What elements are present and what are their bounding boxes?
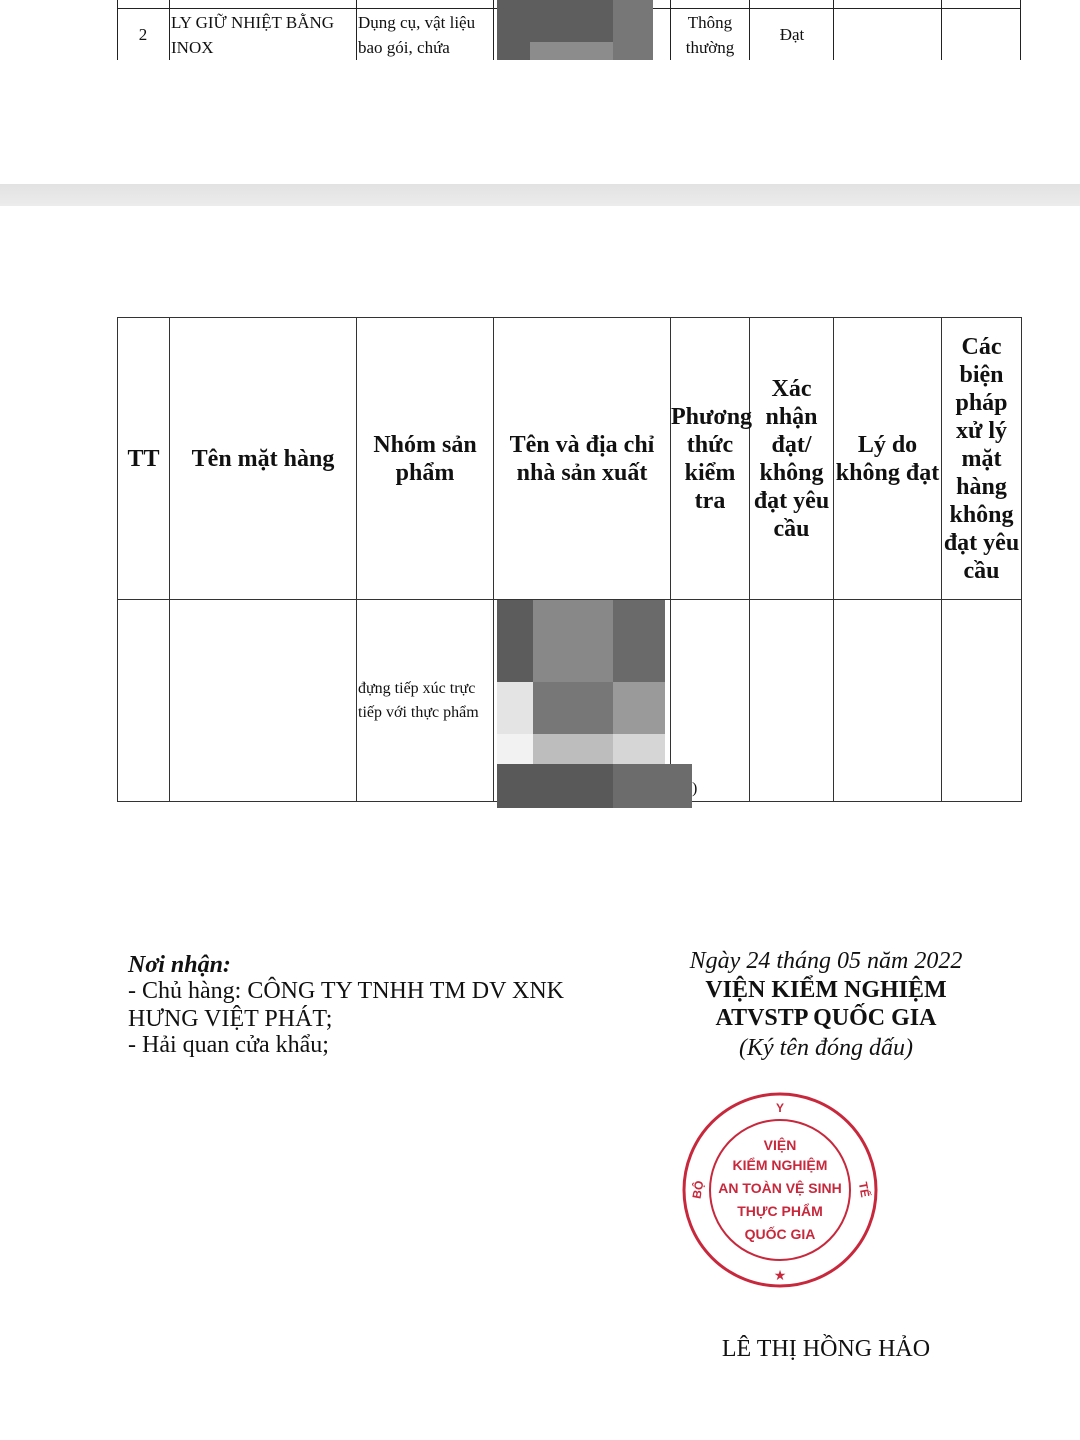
svg-text:TẾ: TẾ [855,1180,873,1199]
cell-fail-reason [834,600,942,802]
header-tt: TT [118,318,170,600]
cell-product-group: đựng tiếp xúc trực tiếp với thực phẩm [357,600,494,802]
page-separator [0,184,1080,206]
official-seal-stamp [680,1090,880,1290]
inspection-method: Thông thường [685,13,735,57]
signer-name: LÊ THỊ HỒNG HẢO [721,1336,931,1362]
table-header-row [118,318,1022,600]
redacted-block [530,42,613,60]
redacted-block [613,0,653,60]
svg-text:★: ★ [773,1268,787,1284]
table-border [1020,0,1021,60]
previous-page-fragment [0,0,1080,60]
recipient-customs: - Hải quan cửa khẩu; [128,1032,329,1058]
svg-text:Y: Y [775,1101,785,1115]
header-manufacturer: Tên và địa chỉ nhà sản xuất [494,318,671,600]
header-remedial-measures: Các biện pháp xử lý mặt hàng không đạt yêu cầu [942,318,1022,600]
org-name-line-1: VIỆN KIỂM NGHIỆM [705,977,947,1003]
result: Đạt [779,25,805,44]
header-fail-reason: Lý do không đạt [834,318,942,600]
table-border [941,0,942,60]
cell-item-name [170,600,357,802]
svg-text:BỘ: BỘ [689,1179,707,1200]
header-inspection-method: Phương thức kiểm tra [671,318,750,600]
row-number: 2 [138,25,148,44]
table-border [749,0,750,60]
recipients-title: Nơi nhận: [128,952,231,978]
svg-text:VIỆN: VIỆN [763,1137,797,1153]
item-name: LY GIỮ NHIỆT BẰNG INOX [171,13,335,57]
table-border [493,0,494,60]
svg-text:THỰC PHẨM: THỰC PHẨM [737,1203,823,1219]
svg-text:KIỂM NGHIỆM: KIỂM NGHIỆM [732,1157,828,1173]
table-border [169,0,170,60]
cell-confirmation [750,600,834,802]
table-border [670,0,671,60]
header-item-name: Tên mặt hàng [170,318,357,600]
svg-text:AN TOÀN VỆ SINH: AN TOÀN VỆ SINH [718,1180,842,1196]
issue-date: Ngày 24 tháng 05 năm 2022 [689,948,963,974]
table-border [833,0,834,60]
cell-remedial-measures [942,600,1022,802]
sign-note: (Ký tên đóng dấu) [739,1035,913,1061]
org-name-line-2: ATVSTP QUỐC GIA [715,1005,937,1031]
manufacturer-tail: ) [692,780,698,797]
cell-tt [118,600,170,802]
product-group: Dụng cụ, vật liệu bao gói, chứa [358,13,476,57]
svg-text:QUỐC GIA: QUỐC GIA [744,1226,816,1242]
header-product-group: Nhóm sản phẩm [357,318,494,600]
recipient-owner: - Chủ hàng: CÔNG TY TNHH TM DV XNK HƯNG VIỆT PHÁT; [128,978,565,1032]
table-border [356,0,357,60]
header-confirmation: Xác nhận đạt/ không đạt yêu cầu [750,318,834,600]
